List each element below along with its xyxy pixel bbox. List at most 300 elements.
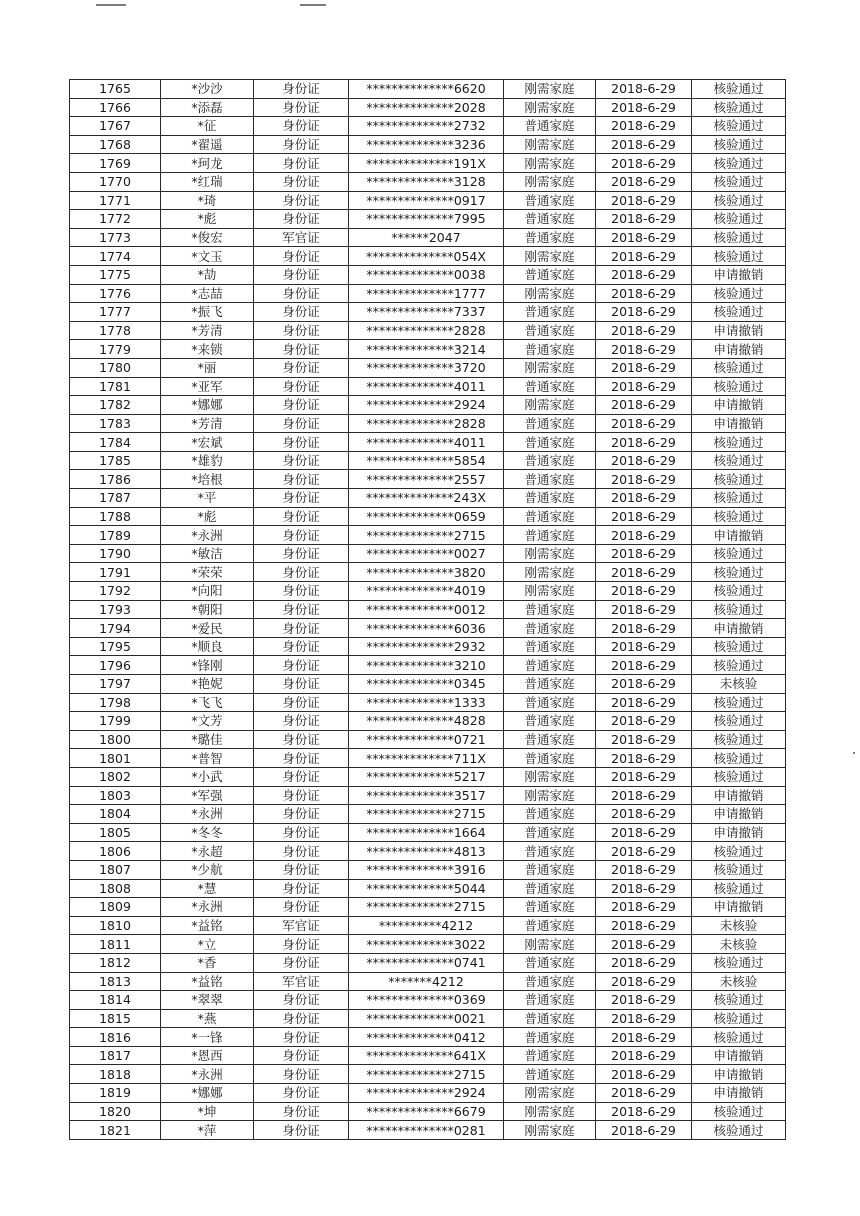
- date-cell: 2018-6-29: [596, 1084, 692, 1103]
- table-row: [70, 470, 786, 489]
- id-number-cell: **************3236: [349, 135, 504, 154]
- verification-status-cell: 申请撤销: [692, 526, 786, 545]
- id-number-cell: **************6036: [349, 619, 504, 638]
- seq-number-cell: 1770: [70, 172, 161, 191]
- table-row: [70, 507, 786, 526]
- applicant-name-cell: *益铭: [161, 972, 254, 991]
- table-row: [70, 637, 786, 656]
- date-cell: 2018-6-29: [596, 377, 692, 396]
- verification-status-cell: 申请撤销: [692, 321, 786, 340]
- family-type-cell: 刚需家庭: [504, 98, 596, 117]
- id-type-cell: 身份证: [254, 117, 349, 136]
- id-type-cell: 身份证: [254, 563, 349, 582]
- applicant-name-cell: *来锁: [161, 340, 254, 359]
- table-row: [70, 1065, 786, 1084]
- table-row: [70, 767, 786, 786]
- date-cell: 2018-6-29: [596, 340, 692, 359]
- date-cell: 2018-6-29: [596, 935, 692, 954]
- verification-status-cell: 未核验: [692, 935, 786, 954]
- verification-status-cell: 核验通过: [692, 98, 786, 117]
- table-row: [70, 265, 786, 284]
- table-row: [70, 656, 786, 675]
- verification-status-cell: 申请撤销: [692, 414, 786, 433]
- date-cell: 2018-6-29: [596, 507, 692, 526]
- applicant-name-cell: *飞飞: [161, 693, 254, 712]
- table-row: [70, 842, 786, 861]
- table-row: [70, 712, 786, 731]
- id-type-cell: 身份证: [254, 637, 349, 656]
- record-table-body: [70, 80, 786, 1140]
- id-number-cell: **************3820: [349, 563, 504, 582]
- family-type-cell: 普通家庭: [504, 805, 596, 824]
- seq-number-cell: 1802: [70, 767, 161, 786]
- family-type-cell: 普通家庭: [504, 693, 596, 712]
- date-cell: 2018-6-29: [596, 1028, 692, 1047]
- applicant-name-cell: *恩西: [161, 1046, 254, 1065]
- applicant-name-cell: *荣荣: [161, 563, 254, 582]
- verification-status-cell: 申请撤销: [692, 786, 786, 805]
- applicant-name-cell: *征: [161, 117, 254, 136]
- scan-mark: [96, 4, 126, 6]
- date-cell: 2018-6-29: [596, 1065, 692, 1084]
- verification-status-cell: 核验通过: [692, 1121, 786, 1140]
- family-type-cell: 普通家庭: [504, 842, 596, 861]
- id-number-cell: **************0027: [349, 544, 504, 563]
- family-type-cell: 刚需家庭: [504, 582, 596, 601]
- id-type-cell: 身份证: [254, 749, 349, 768]
- verification-status-cell: 核验通过: [692, 693, 786, 712]
- applicant-name-cell: *亚军: [161, 377, 254, 396]
- id-number-cell: **************0021: [349, 1009, 504, 1028]
- date-cell: 2018-6-29: [596, 619, 692, 638]
- family-type-cell: 普通家庭: [504, 451, 596, 470]
- id-number-cell: **************054X: [349, 247, 504, 266]
- seq-number-cell: 1774: [70, 247, 161, 266]
- id-type-cell: 身份证: [254, 247, 349, 266]
- id-type-cell: 身份证: [254, 154, 349, 173]
- applicant-name-cell: *劼: [161, 265, 254, 284]
- record-table: [69, 79, 786, 1140]
- table-row: [70, 730, 786, 749]
- verification-status-cell: 核验通过: [692, 80, 786, 99]
- date-cell: 2018-6-29: [596, 1046, 692, 1065]
- applicant-name-cell: *爱民: [161, 619, 254, 638]
- id-number-cell: **************5217: [349, 767, 504, 786]
- verification-status-cell: 申请撤销: [692, 898, 786, 917]
- id-number-cell: **************2715: [349, 1065, 504, 1084]
- id-number-cell: **************0281: [349, 1121, 504, 1140]
- family-type-cell: 普通家庭: [504, 656, 596, 675]
- date-cell: 2018-6-29: [596, 544, 692, 563]
- id-number-cell: **************6620: [349, 80, 504, 99]
- id-type-cell: 身份证: [254, 619, 349, 638]
- applicant-name-cell: *小武: [161, 767, 254, 786]
- id-number-cell: **************2715: [349, 898, 504, 917]
- family-type-cell: 刚需家庭: [504, 284, 596, 303]
- applicant-name-cell: *娜娜: [161, 396, 254, 415]
- seq-number-cell: 1818: [70, 1065, 161, 1084]
- applicant-name-cell: *益铭: [161, 916, 254, 935]
- family-type-cell: 刚需家庭: [504, 1102, 596, 1121]
- table-row: [70, 451, 786, 470]
- id-type-cell: 身份证: [254, 1065, 349, 1084]
- id-number-cell: **************2932: [349, 637, 504, 656]
- seq-number-cell: 1788: [70, 507, 161, 526]
- family-type-cell: 普通家庭: [504, 1028, 596, 1047]
- seq-number-cell: 1783: [70, 414, 161, 433]
- family-type-cell: 刚需家庭: [504, 135, 596, 154]
- date-cell: 2018-6-29: [596, 154, 692, 173]
- seq-number-cell: 1797: [70, 675, 161, 694]
- family-type-cell: 刚需家庭: [504, 935, 596, 954]
- family-type-cell: 普通家庭: [504, 860, 596, 879]
- seq-number-cell: 1767: [70, 117, 161, 136]
- id-number-cell: **************641X: [349, 1046, 504, 1065]
- seq-number-cell: 1785: [70, 451, 161, 470]
- verification-status-cell: 未核验: [692, 972, 786, 991]
- date-cell: 2018-6-29: [596, 470, 692, 489]
- table-row: [70, 489, 786, 508]
- verification-status-cell: 申请撤销: [692, 340, 786, 359]
- family-type-cell: 普通家庭: [504, 749, 596, 768]
- id-number-cell: **************3720: [349, 358, 504, 377]
- id-type-cell: 身份证: [254, 489, 349, 508]
- id-type-cell: 身份证: [254, 98, 349, 117]
- id-number-cell: **************2715: [349, 526, 504, 545]
- id-type-cell: 身份证: [254, 991, 349, 1010]
- id-number-cell: **************5044: [349, 879, 504, 898]
- seq-number-cell: 1817: [70, 1046, 161, 1065]
- verification-status-cell: 核验通过: [692, 358, 786, 377]
- id-type-cell: 身份证: [254, 396, 349, 415]
- applicant-name-cell: *翟遥: [161, 135, 254, 154]
- date-cell: 2018-6-29: [596, 451, 692, 470]
- table-row: [70, 563, 786, 582]
- family-type-cell: 普通家庭: [504, 433, 596, 452]
- id-type-cell: 身份证: [254, 1028, 349, 1047]
- applicant-name-cell: *永洲: [161, 805, 254, 824]
- table-row: [70, 582, 786, 601]
- id-type-cell: 身份证: [254, 135, 349, 154]
- table-row: [70, 860, 786, 879]
- family-type-cell: 普通家庭: [504, 210, 596, 229]
- scan-mark: [300, 4, 326, 6]
- seq-number-cell: 1809: [70, 898, 161, 917]
- table-row: [70, 1102, 786, 1121]
- id-number-cell: **************1664: [349, 823, 504, 842]
- date-cell: 2018-6-29: [596, 916, 692, 935]
- verification-status-cell: 申请撤销: [692, 1084, 786, 1103]
- verification-status-cell: 核验通过: [692, 767, 786, 786]
- date-cell: 2018-6-29: [596, 730, 692, 749]
- family-type-cell: 普通家庭: [504, 712, 596, 731]
- table-row: [70, 303, 786, 322]
- id-number-cell: **********4212: [349, 916, 504, 935]
- applicant-name-cell: *普智: [161, 749, 254, 768]
- id-number-cell: **************2828: [349, 414, 504, 433]
- date-cell: 2018-6-29: [596, 247, 692, 266]
- seq-number-cell: 1794: [70, 619, 161, 638]
- applicant-name-cell: *红瑞: [161, 172, 254, 191]
- id-type-cell: 身份证: [254, 265, 349, 284]
- id-number-cell: **************0721: [349, 730, 504, 749]
- verification-status-cell: 核验通过: [692, 842, 786, 861]
- applicant-name-cell: *芳清: [161, 414, 254, 433]
- seq-number-cell: 1795: [70, 637, 161, 656]
- date-cell: 2018-6-29: [596, 414, 692, 433]
- seq-number-cell: 1812: [70, 953, 161, 972]
- date-cell: 2018-6-29: [596, 749, 692, 768]
- seq-number-cell: 1811: [70, 935, 161, 954]
- date-cell: 2018-6-29: [596, 563, 692, 582]
- date-cell: 2018-6-29: [596, 991, 692, 1010]
- date-cell: 2018-6-29: [596, 972, 692, 991]
- id-number-cell: *******4212: [349, 972, 504, 991]
- id-type-cell: 身份证: [254, 284, 349, 303]
- id-number-cell: **************3022: [349, 935, 504, 954]
- verification-status-cell: 核验通过: [692, 247, 786, 266]
- family-type-cell: 普通家庭: [504, 916, 596, 935]
- id-number-cell: **************3214: [349, 340, 504, 359]
- date-cell: 2018-6-29: [596, 786, 692, 805]
- applicant-name-cell: *雄豹: [161, 451, 254, 470]
- applicant-name-cell: *向阳: [161, 582, 254, 601]
- table-row: [70, 805, 786, 824]
- verification-status-cell: 核验通过: [692, 284, 786, 303]
- id-number-cell: **************1777: [349, 284, 504, 303]
- id-number-cell: **************4813: [349, 842, 504, 861]
- id-number-cell: **************3916: [349, 860, 504, 879]
- date-cell: 2018-6-29: [596, 767, 692, 786]
- id-type-cell: 身份证: [254, 767, 349, 786]
- id-number-cell: **************2924: [349, 396, 504, 415]
- applicant-name-cell: *芳清: [161, 321, 254, 340]
- seq-number-cell: 1777: [70, 303, 161, 322]
- date-cell: 2018-6-29: [596, 284, 692, 303]
- applicant-name-cell: *永超: [161, 842, 254, 861]
- family-type-cell: 普通家庭: [504, 1046, 596, 1065]
- id-type-cell: 身份证: [254, 303, 349, 322]
- id-type-cell: 身份证: [254, 823, 349, 842]
- date-cell: 2018-6-29: [596, 1102, 692, 1121]
- id-number-cell: **************2732: [349, 117, 504, 136]
- family-type-cell: 刚需家庭: [504, 358, 596, 377]
- family-type-cell: 普通家庭: [504, 898, 596, 917]
- family-type-cell: 普通家庭: [504, 600, 596, 619]
- applicant-name-cell: *彪: [161, 210, 254, 229]
- table-row: [70, 879, 786, 898]
- date-cell: 2018-6-29: [596, 879, 692, 898]
- id-number-cell: **************711X: [349, 749, 504, 768]
- id-number-cell: **************6679: [349, 1102, 504, 1121]
- table-row: [70, 898, 786, 917]
- seq-number-cell: 1804: [70, 805, 161, 824]
- applicant-name-cell: *永洲: [161, 898, 254, 917]
- seq-number-cell: 1781: [70, 377, 161, 396]
- verification-status-cell: 核验通过: [692, 489, 786, 508]
- seq-number-cell: 1772: [70, 210, 161, 229]
- verification-status-cell: 申请撤销: [692, 619, 786, 638]
- table-row: [70, 228, 786, 247]
- applicant-name-cell: *彪: [161, 507, 254, 526]
- date-cell: 2018-6-29: [596, 823, 692, 842]
- date-cell: 2018-6-29: [596, 358, 692, 377]
- seq-number-cell: 1787: [70, 489, 161, 508]
- applicant-name-cell: *立: [161, 935, 254, 954]
- applicant-name-cell: *萍: [161, 1121, 254, 1140]
- id-number-cell: **************7337: [349, 303, 504, 322]
- seq-number-cell: 1790: [70, 544, 161, 563]
- family-type-cell: 刚需家庭: [504, 786, 596, 805]
- family-type-cell: 刚需家庭: [504, 544, 596, 563]
- seq-number-cell: 1791: [70, 563, 161, 582]
- table-row: [70, 953, 786, 972]
- table-row: [70, 340, 786, 359]
- seq-number-cell: 1782: [70, 396, 161, 415]
- verification-status-cell: 核验通过: [692, 228, 786, 247]
- id-type-cell: 身份证: [254, 172, 349, 191]
- id-type-cell: 身份证: [254, 191, 349, 210]
- applicant-name-cell: *沙沙: [161, 80, 254, 99]
- verification-status-cell: 核验通过: [692, 953, 786, 972]
- date-cell: 2018-6-29: [596, 172, 692, 191]
- table-row: [70, 321, 786, 340]
- id-type-cell: 身份证: [254, 340, 349, 359]
- applicant-name-cell: *艳妮: [161, 675, 254, 694]
- id-type-cell: 军官证: [254, 972, 349, 991]
- id-number-cell: **************0917: [349, 191, 504, 210]
- id-type-cell: 身份证: [254, 80, 349, 99]
- applicant-name-cell: *振飞: [161, 303, 254, 322]
- id-type-cell: 身份证: [254, 879, 349, 898]
- seq-number-cell: 1810: [70, 916, 161, 935]
- id-type-cell: 身份证: [254, 1102, 349, 1121]
- family-type-cell: 普通家庭: [504, 321, 596, 340]
- id-number-cell: **************4828: [349, 712, 504, 731]
- verification-status-cell: 申请撤销: [692, 1065, 786, 1084]
- table-row: [70, 1009, 786, 1028]
- applicant-name-cell: *少航: [161, 860, 254, 879]
- family-type-cell: 普通家庭: [504, 228, 596, 247]
- id-type-cell: 身份证: [254, 470, 349, 489]
- family-type-cell: 刚需家庭: [504, 767, 596, 786]
- date-cell: 2018-6-29: [596, 80, 692, 99]
- table-row: [70, 1028, 786, 1047]
- id-type-cell: 身份证: [254, 693, 349, 712]
- date-cell: 2018-6-29: [596, 1121, 692, 1140]
- table-row: [70, 1084, 786, 1103]
- applicant-name-cell: *慧: [161, 879, 254, 898]
- verification-status-cell: 核验通过: [692, 879, 786, 898]
- applicant-name-cell: *顺良: [161, 637, 254, 656]
- applicant-name-cell: *琦: [161, 191, 254, 210]
- seq-number-cell: 1793: [70, 600, 161, 619]
- verification-status-cell: 核验通过: [692, 191, 786, 210]
- verification-status-cell: 申请撤销: [692, 1046, 786, 1065]
- verification-status-cell: 申请撤销: [692, 823, 786, 842]
- seq-number-cell: 1819: [70, 1084, 161, 1103]
- table-row: [70, 693, 786, 712]
- id-type-cell: 军官证: [254, 916, 349, 935]
- seq-number-cell: 1799: [70, 712, 161, 731]
- date-cell: 2018-6-29: [596, 489, 692, 508]
- applicant-name-cell: *坤: [161, 1102, 254, 1121]
- table-row: [70, 210, 786, 229]
- verification-status-cell: 申请撤销: [692, 265, 786, 284]
- verification-status-cell: 核验通过: [692, 117, 786, 136]
- id-type-cell: 身份证: [254, 507, 349, 526]
- seq-number-cell: 1816: [70, 1028, 161, 1047]
- applicant-name-cell: *宏斌: [161, 433, 254, 452]
- family-type-cell: 普通家庭: [504, 637, 596, 656]
- id-type-cell: 身份证: [254, 1009, 349, 1028]
- id-number-cell: **************7995: [349, 210, 504, 229]
- applicant-name-cell: *文芳: [161, 712, 254, 731]
- date-cell: 2018-6-29: [596, 582, 692, 601]
- date-cell: 2018-6-29: [596, 675, 692, 694]
- id-number-cell: ******2047: [349, 228, 504, 247]
- seq-number-cell: 1766: [70, 98, 161, 117]
- id-type-cell: 身份证: [254, 321, 349, 340]
- family-type-cell: 普通家庭: [504, 191, 596, 210]
- id-type-cell: 身份证: [254, 860, 349, 879]
- table-row: [70, 135, 786, 154]
- date-cell: 2018-6-29: [596, 135, 692, 154]
- id-type-cell: 身份证: [254, 526, 349, 545]
- verification-status-cell: 核验通过: [692, 433, 786, 452]
- verification-status-cell: 核验通过: [692, 303, 786, 322]
- id-number-cell: **************5854: [349, 451, 504, 470]
- id-number-cell: **************4011: [349, 433, 504, 452]
- family-type-cell: 刚需家庭: [504, 1084, 596, 1103]
- verification-status-cell: 核验通过: [692, 154, 786, 173]
- id-type-cell: 身份证: [254, 544, 349, 563]
- verification-status-cell: 核验通过: [692, 582, 786, 601]
- seq-number-cell: 1801: [70, 749, 161, 768]
- seq-number-cell: 1771: [70, 191, 161, 210]
- seq-number-cell: 1775: [70, 265, 161, 284]
- table-row: [70, 991, 786, 1010]
- date-cell: 2018-6-29: [596, 191, 692, 210]
- date-cell: 2018-6-29: [596, 526, 692, 545]
- table-row: [70, 675, 786, 694]
- date-cell: 2018-6-29: [596, 321, 692, 340]
- applicant-name-cell: *锋刚: [161, 656, 254, 675]
- id-number-cell: **************3128: [349, 172, 504, 191]
- verification-status-cell: 核验通过: [692, 563, 786, 582]
- table-row: [70, 544, 786, 563]
- table-row: [70, 1046, 786, 1065]
- table-row: [70, 80, 786, 99]
- seq-number-cell: 1803: [70, 786, 161, 805]
- verification-status-cell: 核验通过: [692, 172, 786, 191]
- id-number-cell: **************2828: [349, 321, 504, 340]
- id-type-cell: 身份证: [254, 1121, 349, 1140]
- id-type-cell: 身份证: [254, 1046, 349, 1065]
- family-type-cell: 普通家庭: [504, 972, 596, 991]
- family-type-cell: 刚需家庭: [504, 396, 596, 415]
- id-number-cell: **************2924: [349, 1084, 504, 1103]
- seq-number-cell: 1815: [70, 1009, 161, 1028]
- date-cell: 2018-6-29: [596, 433, 692, 452]
- verification-status-cell: 申请撤销: [692, 396, 786, 415]
- applicant-name-cell: *娜娜: [161, 1084, 254, 1103]
- date-cell: 2018-6-29: [596, 693, 692, 712]
- family-type-cell: 普通家庭: [504, 953, 596, 972]
- table-row: [70, 935, 786, 954]
- applicant-name-cell: *志喆: [161, 284, 254, 303]
- id-type-cell: 身份证: [254, 600, 349, 619]
